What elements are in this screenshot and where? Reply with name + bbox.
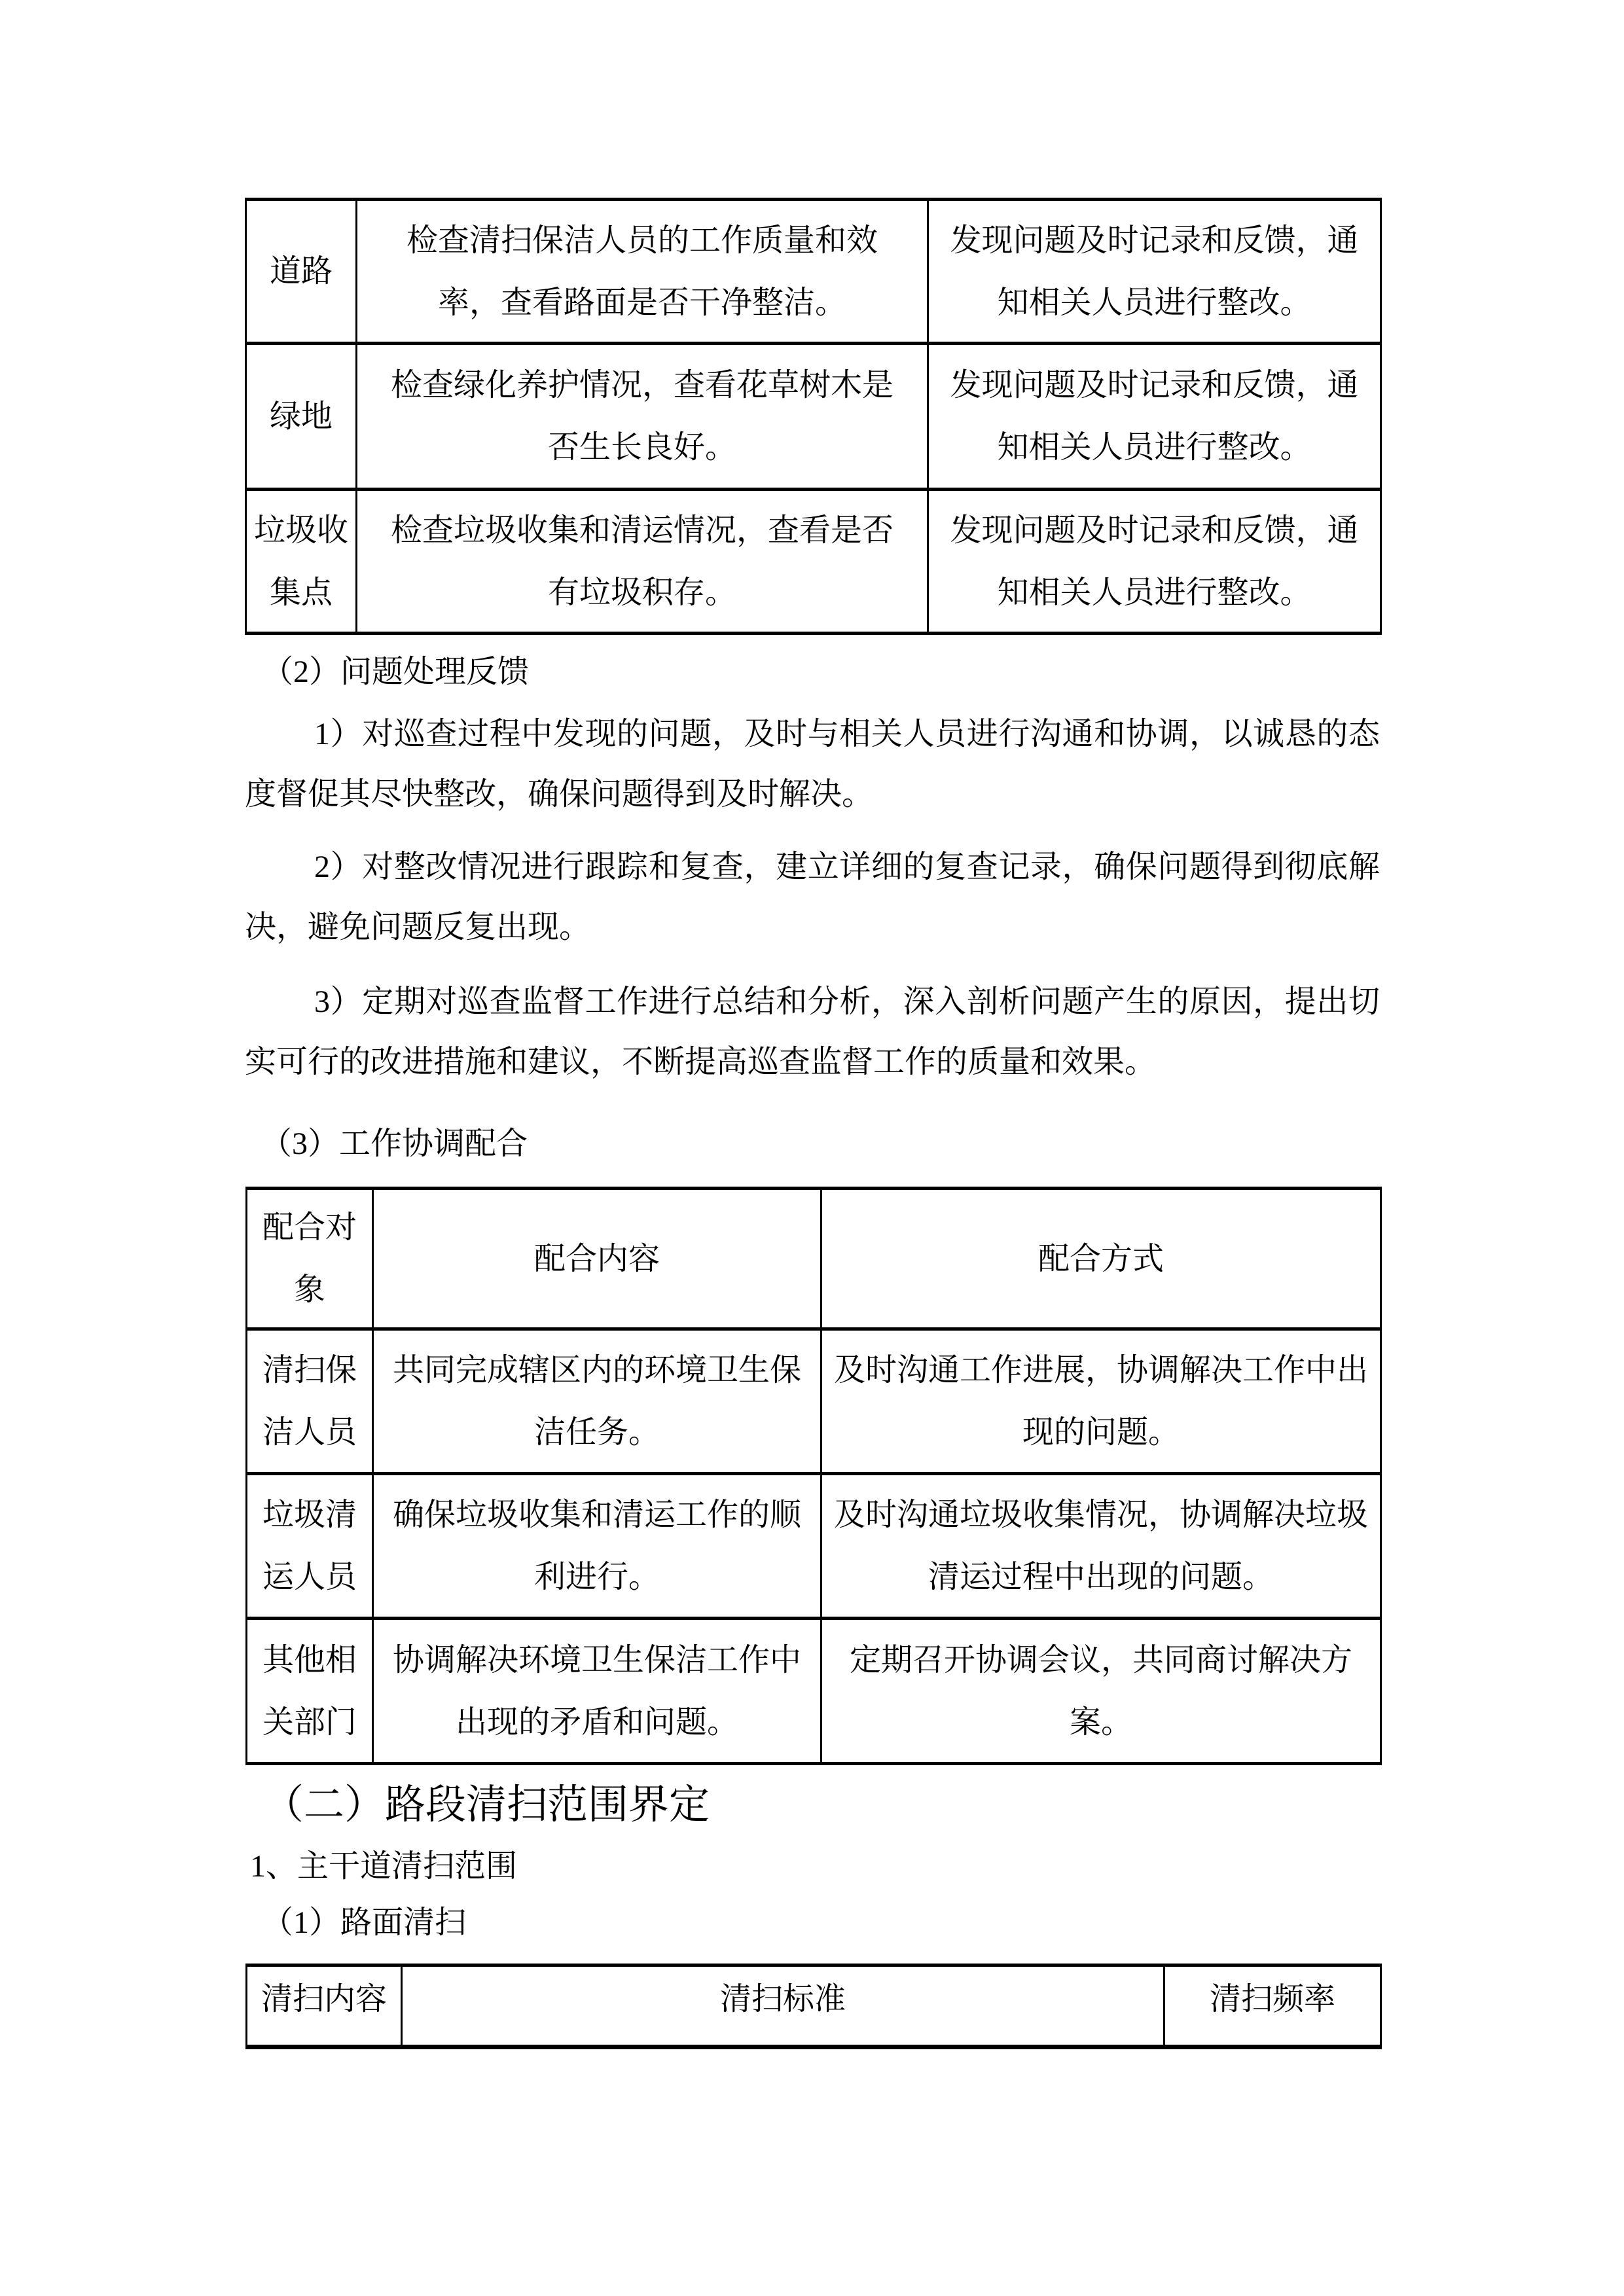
scope-section-heading: （二）路段清扫范围界定 xyxy=(263,1783,710,1827)
feedback-item-3: 3）定期对巡查监督工作进行总结和分析，深入剖析问题产生的原因，提出切实可行的改进措施和建议，不断提高巡查监督工作的质量和效果。 xyxy=(245,984,1380,1079)
scope-sub-heading: 1、主干道清扫范围 xyxy=(250,1849,518,1884)
table-row xyxy=(246,490,1381,634)
inspection-feedback-cell: 发现问题及时记录和反馈，通知相关人员进行整改。 xyxy=(928,200,1381,344)
inspection-content-cell: 检查绿化养护情况，查看花草树木是否生长良好。 xyxy=(357,344,928,490)
sweeping-header-standard: 清扫标准 xyxy=(402,1965,1164,2047)
sweeping-header-frequency: 清扫频率 xyxy=(1164,1965,1381,2047)
coordination-target-cell: 清扫保洁人员 xyxy=(247,1329,373,1474)
inspection-content-cell: 检查垃圾收集和清运情况，查看是否有垃圾积存。 xyxy=(357,490,928,634)
coordination-header-method: 配合方式 xyxy=(821,1189,1381,1329)
inspection-area-cell: 道路 xyxy=(246,200,357,344)
table-header-row xyxy=(247,1965,1381,2047)
table-row xyxy=(247,1619,1381,1764)
coordination-method-cell: 及时沟通工作进展，协调解决工作中出现的问题。 xyxy=(821,1329,1381,1474)
table-header-row xyxy=(247,1189,1381,1329)
inspection-table xyxy=(245,198,1382,635)
coordination-method-cell: 及时沟通垃圾收集情况，协调解决垃圾清运过程中出现的问题。 xyxy=(821,1474,1381,1619)
scope-item-heading: （1）路面清扫 xyxy=(262,1905,467,1940)
coordination-header-target: 配合对象 xyxy=(247,1189,373,1329)
coordination-content-cell: 协调解决环境卫生保洁工作中出现的矛盾和问题。 xyxy=(373,1619,821,1764)
table-row xyxy=(246,344,1381,490)
inspection-area-cell: 垃圾收集点 xyxy=(246,490,357,634)
coordination-header-content: 配合内容 xyxy=(373,1189,821,1329)
coordination-content-cell: 确保垃圾收集和清运工作的顺利进行。 xyxy=(373,1474,821,1619)
inspection-area-cell: 绿地 xyxy=(246,344,357,490)
feedback-item-2: 2）对整改情况进行跟踪和复查，建立详细的复查记录，确保问题得到彻底解决，避免问题反复出现。 xyxy=(245,850,1380,944)
table-row xyxy=(246,200,1381,344)
table-row xyxy=(247,1329,1381,1474)
inspection-content-cell: 检查清扫保洁人员的工作质量和效率，查看路面是否干净整洁。 xyxy=(357,200,928,344)
coordination-method-cell: 定期召开协调会议，共同商讨解决方案。 xyxy=(821,1619,1381,1764)
table-row xyxy=(247,1474,1381,1619)
feedback-item-1: 1）对巡查过程中发现的问题，及时与相关人员进行沟通和协调，以诚恳的态度督促其尽快整改，确保问题得到及时解决。 xyxy=(245,717,1380,812)
coordination-section-heading: （3）工作协调配合 xyxy=(261,1126,528,1161)
coordination-target-cell: 其他相关部门 xyxy=(247,1619,373,1764)
inspection-feedback-cell: 发现问题及时记录和反馈，通知相关人员进行整改。 xyxy=(928,490,1381,634)
inspection-feedback-cell: 发现问题及时记录和反馈，通知相关人员进行整改。 xyxy=(928,344,1381,490)
coordination-target-cell: 垃圾清运人员 xyxy=(247,1474,373,1619)
feedback-section-heading: （2）问题处理反馈 xyxy=(262,655,530,689)
coordination-table xyxy=(245,1187,1382,1765)
sweeping-header-content: 清扫内容 xyxy=(247,1965,402,2047)
sweeping-table xyxy=(245,1964,1382,2049)
coordination-content-cell: 共同完成辖区内的环境卫生保洁任务。 xyxy=(373,1329,821,1474)
